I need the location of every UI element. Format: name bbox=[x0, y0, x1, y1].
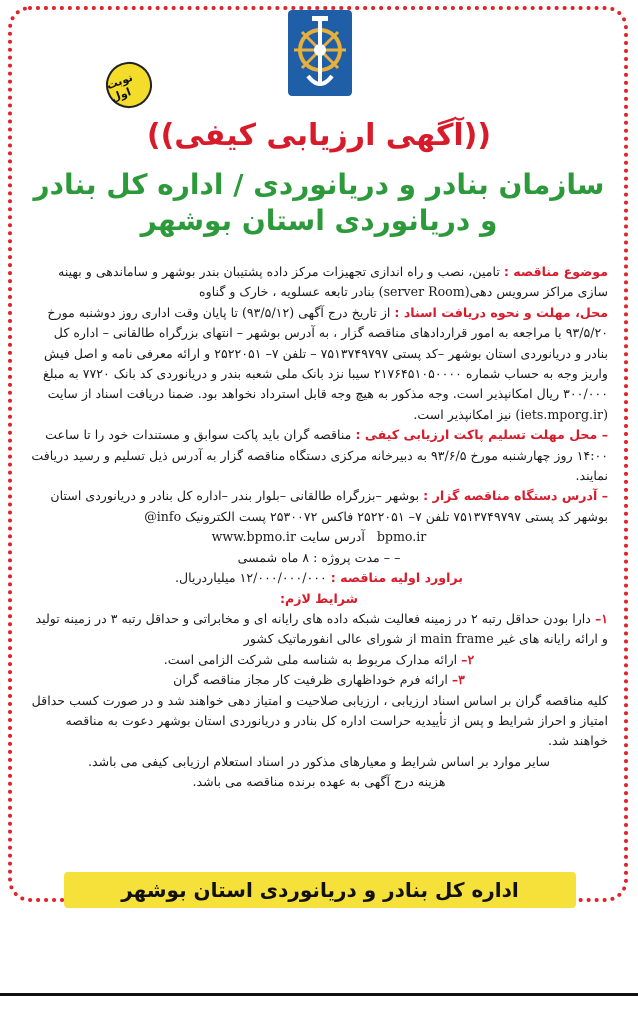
closing-paragraph: سایر موارد بر اساس شرایط و معیارهای مذکور در اسناد استعلام ارزیابی کیفی می باشد. bbox=[87, 753, 551, 769]
documents-text: از تاریخ درج آگهی (۹۳/۵/۱۲) تا پایان وقت اداری روز دوشنبه مورخ ۹۳/۵/۲۰ با مراجعه به امور قراردادهای مناقصه گزار ، به آدرس بوشهر – انتهای بزرگراه طالقانی – اداره کل بنادر و دریانوردی استان بوشهر –کد پستی ۷۵۱۳۷۴۹۷۹۷ – تلفن ۷– ۲۵۲۲۰۵۱ و ارائه معرفی نامه و اصل فیش واریز وجه به حساب شماره ۲۱۷۶۴۵۱۰۵۰۰۰۰ سیبا نزد بانک ملی شعبه بندر و دریانوردی کد بانک ۷۷۲۰ به مبلغ ۳۰۰/۰۰۰ ریال امکانپذیر است. وجه مذکور به هیچ وجه قابل استرداد نخواهد بود. ضمنا دریافت اسناد از سایت (iets.mporg.ir) نیز امکانپذیر است. bbox=[43, 304, 608, 422]
condition-number: ۳– bbox=[451, 672, 465, 688]
announcement-body bbox=[30, 262, 608, 793]
website-line bbox=[30, 527, 608, 547]
estimate-text: ۱۲/۰۰۰/۰۰۰/۰۰۰ میلیاردریال. bbox=[174, 570, 327, 586]
condition-item bbox=[30, 609, 608, 650]
submission-text: مناقصه گران باید پاکت سوابق و مستندات خود را تا ساعت ۱۴:۰۰ روز چهارشنبه مورخ ۹۳/۶/۵ به دبیرخانه مرکزی دستگاه مناقصه گزار به آدرس ذیل تسلیم و رسید دریافت نمایند. bbox=[31, 427, 608, 484]
footer-banner: اداره کل بنادر و دریانوردی استان بوشهر bbox=[64, 872, 576, 908]
divider bbox=[0, 993, 638, 996]
submission-paragraph bbox=[30, 425, 608, 486]
condition-item bbox=[30, 650, 608, 670]
address-label: – آدرس دستگاه مناقصه گزار : bbox=[423, 488, 608, 504]
email-domain: bpmo.ir bbox=[376, 529, 427, 545]
website-url: www.bpmo.ir bbox=[211, 529, 296, 545]
subject-paragraph bbox=[30, 262, 608, 303]
condition-text: ارائه فرم خوداظهاری ظرفیت کار مجاز مناقصه گران bbox=[173, 672, 448, 688]
estimate-label: براورد اولیه مناقصه : bbox=[330, 570, 463, 586]
duration-line: – – مدت پروژه : ۸ ماه شمسی bbox=[237, 549, 401, 565]
anchor-wheel-icon bbox=[288, 10, 352, 96]
ports-organization-logo bbox=[288, 10, 352, 96]
submission-label: – محل مهلت تسلیم پاکت ارزیابی کیفی : bbox=[355, 427, 608, 443]
organization-name-line2: و دریانوردی استان بوشهر bbox=[140, 204, 498, 237]
subject-label: موضوع مناقصه : bbox=[503, 264, 608, 279]
documents-label: محل، مهلت و نحوه دریافت اسناد : bbox=[394, 304, 608, 320]
conditions-heading: شرایط لازم: bbox=[279, 590, 359, 606]
subject-text: تامین، نصب و راه اندازی تجهیزات مرکز داده پشتیبان بندر بوشهر و ساماندهی و بهینه سازی مراکز سرویس دهی(server Room) بنادر تابعه عسلویه ، خارک و گناوه bbox=[58, 264, 608, 300]
closing-paragraph: هزینه درج آگهی به عهده برنده مناقصه می باشد. bbox=[192, 774, 446, 790]
condition-number: ۲– bbox=[461, 651, 475, 667]
condition-text: ارائه مدارک مربوط به شناسه ملی شرکت الزامی است. bbox=[163, 651, 458, 667]
closing-paragraph: کلیه مناقصه گران بر اساس اسناد ارزیابی ، ارزیابی صلاحیت و امتیاز دهی خواهند شد و در صورت کسب حداقل امتیاز و احراز شرایط و پس از تأییدیه حراست اداره کل بنادر و دریانوردی استان بوشهر دعوت به مناقصه خواهند شد. bbox=[31, 692, 608, 749]
organization-name-line1: سازمان بنادر و دریانوردی / اداره کل بنادر bbox=[33, 168, 605, 201]
condition-number: ۱– bbox=[594, 610, 608, 626]
ad-title: ((آگهی ارزیابی کیفی)) bbox=[146, 118, 492, 153]
condition-item bbox=[30, 670, 608, 690]
address-paragraph bbox=[30, 486, 608, 527]
documents-paragraph bbox=[30, 303, 608, 425]
first-notice-badge: نوبت اول bbox=[100, 56, 159, 115]
address-text: بوشهر –بزرگراه طالقانی –بلوار بندر –اداره کل بنادر و دریانوردی استان بوشهر کد پستی ۷۵۱۳۷۴۹۷۹۷ تلفن ۷– ۲۵۲۲۰۵۱ فاکس ۲۵۳۰۰۷۲ پست الکترونیک info@ bbox=[50, 488, 608, 524]
website-label: آدرس سایت bbox=[300, 529, 365, 545]
estimate-line bbox=[30, 568, 608, 588]
condition-text: دارا بودن حداقل رتبه ۲ در زمینه فعالیت شبکه داده های رایانه ای و مخابراتی و حداقل رتبه ۳ در زمینه تولید و ارائه رایانه های غیر main frame از شورای عالی انفورماتیک کشور bbox=[35, 610, 608, 647]
